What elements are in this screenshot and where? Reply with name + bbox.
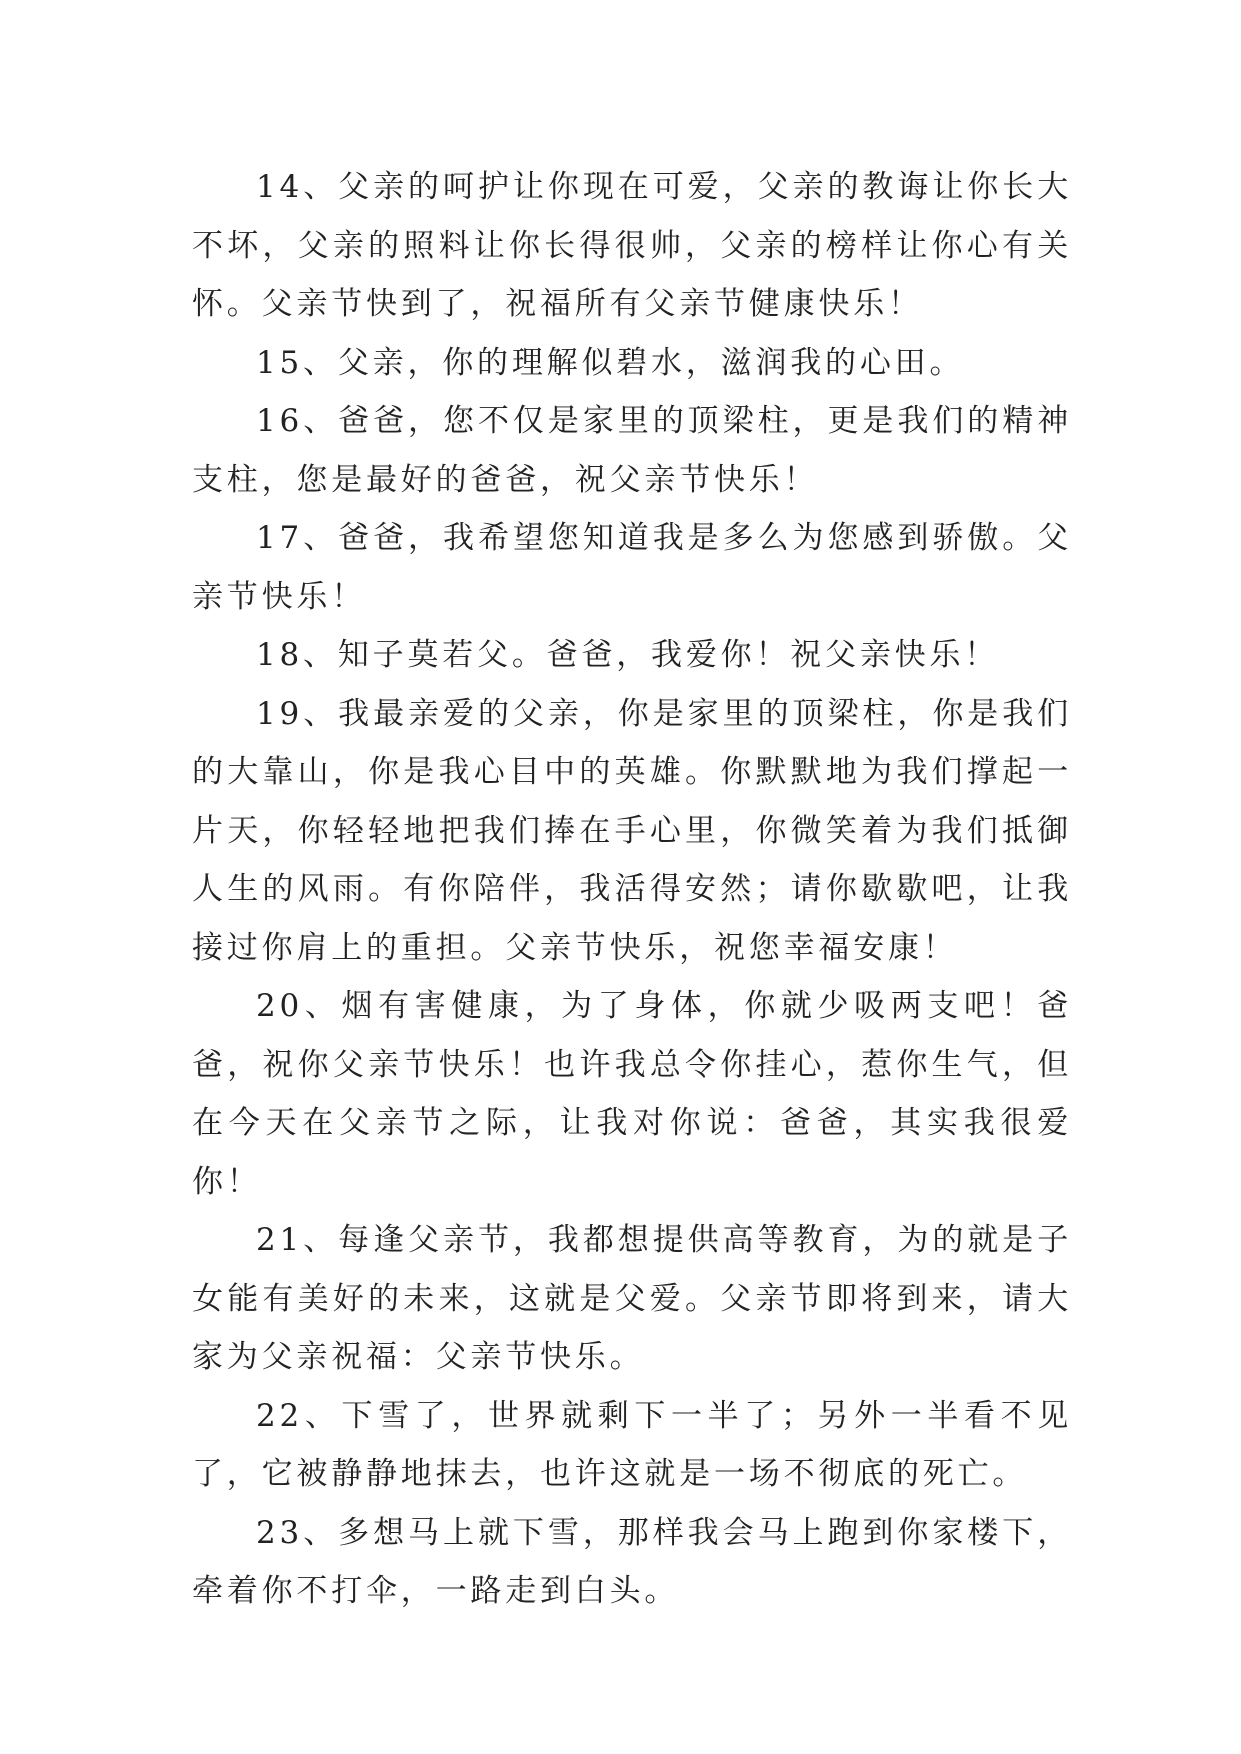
paragraph-20: 20、烟有害健康，为了身体，你就少吸两支吧！爸爸，祝你父亲节快乐！也许我总令你挂心，惹你生气，但在今天在父亲节之际，让我对你说：爸爸，其实我很爱你！ <box>192 988 1072 1200</box>
paragraph-16: 16、爸爸，您不仅是家里的顶梁柱，更是我们的精神支柱，您是最好的爸爸，祝父亲节快乐！ <box>192 403 1072 498</box>
document-body <box>192 158 1072 1621</box>
paragraph-15: 15、父亲，你的理解似碧水，滋润我的心田。 <box>256 344 965 381</box>
paragraph-19: 19、我最亲爱的父亲，你是家里的顶梁柱，你是我们的大靠山，你是我心目中的英雄。你默默地为我们撑起一片天，你轻轻地把我们捧在手心里，你微笑着为我们抵御人生的风雨。有你陪伴，我活得安然；请你歇歇吧，让我接过你肩上的重担。父亲节快乐，祝您幸福安康！ <box>192 695 1072 966</box>
paragraph-14: 14、父亲的呵护让你现在可爱，父亲的教诲让你长大不坏，父亲的照料让你长得很帅，父亲的榜样让你心有关怀。父亲节快到了，祝福所有父亲节健康快乐！ <box>192 169 1072 322</box>
paragraph-22: 22、下雪了，世界就剩下一半了；另外一半看不见了，它被静静地抹去，也许这就是一场不彻底的死亡。 <box>192 1397 1072 1492</box>
paragraph-18: 18、知子莫若父。爸爸，我爱你！祝父亲快乐！ <box>256 637 1000 673</box>
paragraph-21: 21、每逢父亲节，我都想提供高等教育，为的就是子女能有美好的未来，这就是父爱。父亲节即将到来，请大家为父亲祝福：父亲节快乐。 <box>192 1222 1072 1375</box>
paragraph-23: 23、多想马上就下雪，那样我会马上跑到你家楼下，牵着你不打伞，一路走到白头。 <box>192 1514 1072 1609</box>
paragraph-17: 17、爸爸，我希望您知道我是多么为您感到骄傲。父亲节快乐！ <box>192 520 1072 615</box>
